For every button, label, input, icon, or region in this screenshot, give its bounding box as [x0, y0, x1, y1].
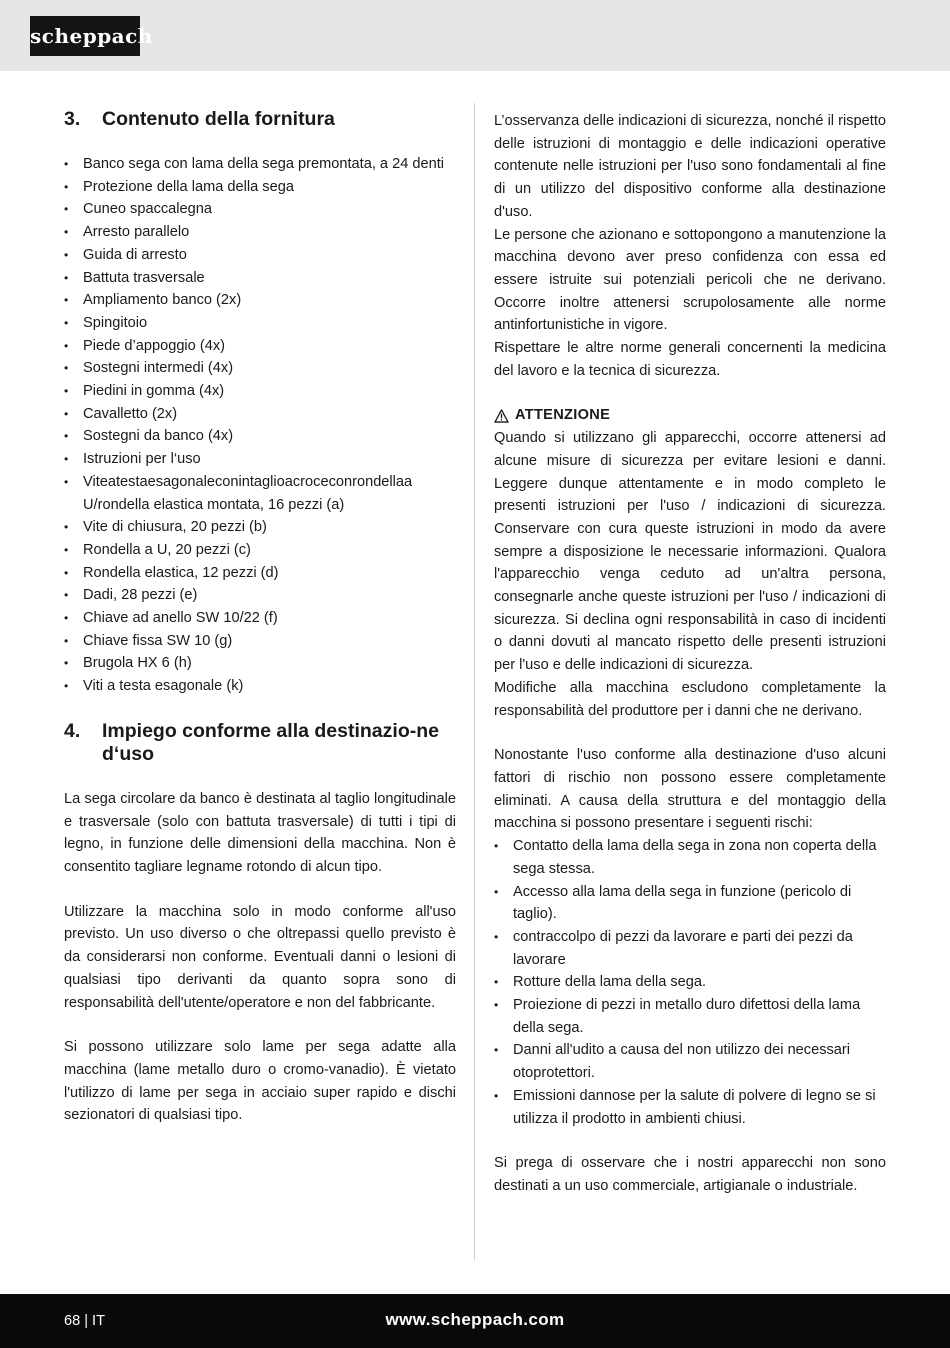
- warning-triangle-icon: [494, 409, 509, 423]
- risk-list-item: • Contatto della lama della sega in zona non coperta della sega stessa.: [494, 835, 886, 880]
- risk-list-item: • Rotture della lama della sega.: [494, 971, 886, 994]
- language-code: IT: [92, 1313, 106, 1329]
- left-column: [64, 108, 456, 1127]
- supply-list-item: • Vite di chiusura, 20 pezzi (b): [64, 516, 456, 539]
- risk-list-item: • Accesso alla lama della sega in funzione (pericolo di taglio).: [494, 881, 886, 926]
- page-number: 68: [64, 1313, 81, 1329]
- intended-use-paragraph-2: Utilizzare la macchina solo in modo conforme all'uso previsto. Un uso diverso o che oltrepassi quello previsto è da considerarsi non conforme. Eventuali danni o lesioni di qualsiasi tipo derivanti da quanto sopra sono di responsabilità dell'utente/operatore e non del fabbricante.: [64, 903, 456, 1011]
- section-3-heading: [64, 108, 456, 131]
- page-footer: [0, 1294, 950, 1348]
- supply-list-item: • Guida di arresto: [64, 244, 456, 267]
- supply-list-item: • Rondella a U, 20 pezzi (c): [64, 539, 456, 562]
- column-divider: [474, 103, 475, 1260]
- intended-use-paragraph-1: La sega circolare da banco è destinata al taglio longitudinale e trasversale (solo con battuta trasversale) di tutti i tipi di legno, in funzione delle dimensioni della macchina. Non è consentito tagliare legname rotondo di alcun tipo.: [64, 790, 456, 875]
- supply-list-item: • Piedini in gomma (4x): [64, 380, 456, 403]
- section-3-title: Contenuto della fornitura: [102, 108, 335, 130]
- supply-list-item: • Viti a testa esagonale (k): [64, 675, 456, 698]
- section-3-number: 3.: [64, 108, 81, 130]
- supply-list: [64, 153, 456, 698]
- warning-title: ATTENZIONE: [515, 407, 611, 424]
- section-4-heading: [64, 720, 456, 766]
- risk-list: [494, 835, 886, 1130]
- section-4-title: Impiego conforme alla destinazio-ne d‘uso: [102, 719, 439, 765]
- supply-list-item: • Piede d’appoggio (4x): [64, 335, 456, 358]
- risk-list-item: • Proiezione di pezzi in metallo duro difettosi della lama della sega.: [494, 994, 886, 1039]
- supply-list-item: • Chiave fissa SW 10 (g): [64, 630, 456, 653]
- supply-list-item: • Brugola HX 6 (h): [64, 652, 456, 675]
- supply-list-item: • Sostegni intermedi (4x): [64, 357, 456, 380]
- supply-list-item: • Rondella elastica, 12 pezzi (d): [64, 562, 456, 585]
- risk-list-item: • Danni all'udito a causa del non utilizzo dei necessari otoprotettori.: [494, 1039, 886, 1084]
- supply-list-item: • Cavalletto (2x): [64, 403, 456, 426]
- supply-list-item: • Dadi, 28 pezzi (e): [64, 584, 456, 607]
- right-column: [494, 110, 886, 1198]
- warning-heading: [494, 404, 886, 427]
- safety-paragraph-2: Le persone che azionano e sottopongono a manutenzione la macchina devono aver preso confidenza con essa ed essere istruite sui potenziali pericoli che ne derivano. Occorre inoltre attenersi scrupolosamente alle norme antinfortunistiche in vigore.: [494, 226, 886, 334]
- page-header: [0, 0, 950, 71]
- risk-list-item: • contraccolpo di pezzi da lavorare e parti dei pezzi da lavorare: [494, 926, 886, 971]
- supply-list-item: • Battuta trasversale: [64, 267, 456, 290]
- safety-paragraph-1: L’osservanza delle indicazioni di sicurezza, nonché il rispetto delle istruzioni di montaggio e delle indicazioni operative contenute nelle istruzioni per l'uso sono fondamentali al fine di un utilizzo del dispositivo conforme alla destinazione d'uso.: [494, 113, 886, 220]
- supply-list-item: • Cuneo spaccalegna: [64, 198, 456, 221]
- commercial-use-note: Si prega di osservare che i nostri apparecchi non sono destinati a un uso commerciale, artigianale o industriale.: [494, 1155, 886, 1194]
- supply-list-item: • Istruzioni per l‘uso: [64, 448, 456, 471]
- supply-list-item: • Banco sega con lama della sega premontata, a 24 denti: [64, 153, 456, 176]
- supply-list-item: • Chiave ad anello SW 10/22 (f): [64, 607, 456, 630]
- brand-logo: scheppach: [30, 16, 140, 56]
- supply-list-item: • Ampliamento banco (2x): [64, 289, 456, 312]
- risk-list-item: • Emissioni dannose per la salute di polvere di legno se si utilizza il prodotto in ambienti chiusi.: [494, 1085, 886, 1130]
- footer-separator: |: [84, 1313, 89, 1329]
- warning-paragraph: Quando si utilizzano gli apparecchi, occorre attenersi ad alcune misure di sicurezza per evitare lesioni e danni. Leggere dunque attentamente e in modo completo le presenti istruzioni per l'uso / indicazioni di sicurezza. Conservare con cura queste istruzioni in modo da avere sempre a disposizione le necessarie informazioni. Qualora l'apparecchio venga ceduto ad un'altra persona, consegnarle anche queste istruzioni per l'uso / indicazioni di sicurezza. Si declina ogni responsabilità in caso di incidenti o danni dovuti al mancato rispetto delle presenti istruzioni per l'uso e delle indicazioni di sicurezza.: [494, 430, 886, 674]
- supply-list-item: • Spingitoio: [64, 312, 456, 335]
- modification-paragraph: Modifiche alla macchina escludono completamente la responsabilità del produttore per i danni che ne derivano.: [494, 679, 886, 719]
- supply-list-item: • Viteatestaesagonaleconintaglioacroceconrondellaa U/rondella elastica montata, 16 pezzi (a): [64, 471, 456, 516]
- supply-list-item: • Sostegni da banco (4x): [64, 425, 456, 448]
- supply-list-item: • Protezione della lama della sega: [64, 176, 456, 199]
- safety-paragraph-3: Rispettare le altre norme generali concernenti la medicina del lavoro e la tecnica di sicurezza.: [494, 340, 886, 379]
- supply-list-item: • Arresto parallelo: [64, 221, 456, 244]
- intended-use-paragraph-3: Si possono utilizzare solo lame per sega adatte alla macchina (lame metallo duro o cromo-vanadio). È vietato l'utilizzo di lame per sega in acciaio super rapido e dischi sezionatori di qualsiasi tipo.: [64, 1039, 456, 1124]
- section-4-number: 4.: [64, 719, 81, 742]
- website-link[interactable]: www.scheppach.com: [385, 1310, 565, 1329]
- residual-risk-intro: Nonostante l'uso conforme alla destinazione d'uso alcuni fattori di rischio non possono essere completamente eliminati. A causa della struttura e del montaggio della macchina si possono presentare i seguenti rischi:: [494, 747, 886, 832]
